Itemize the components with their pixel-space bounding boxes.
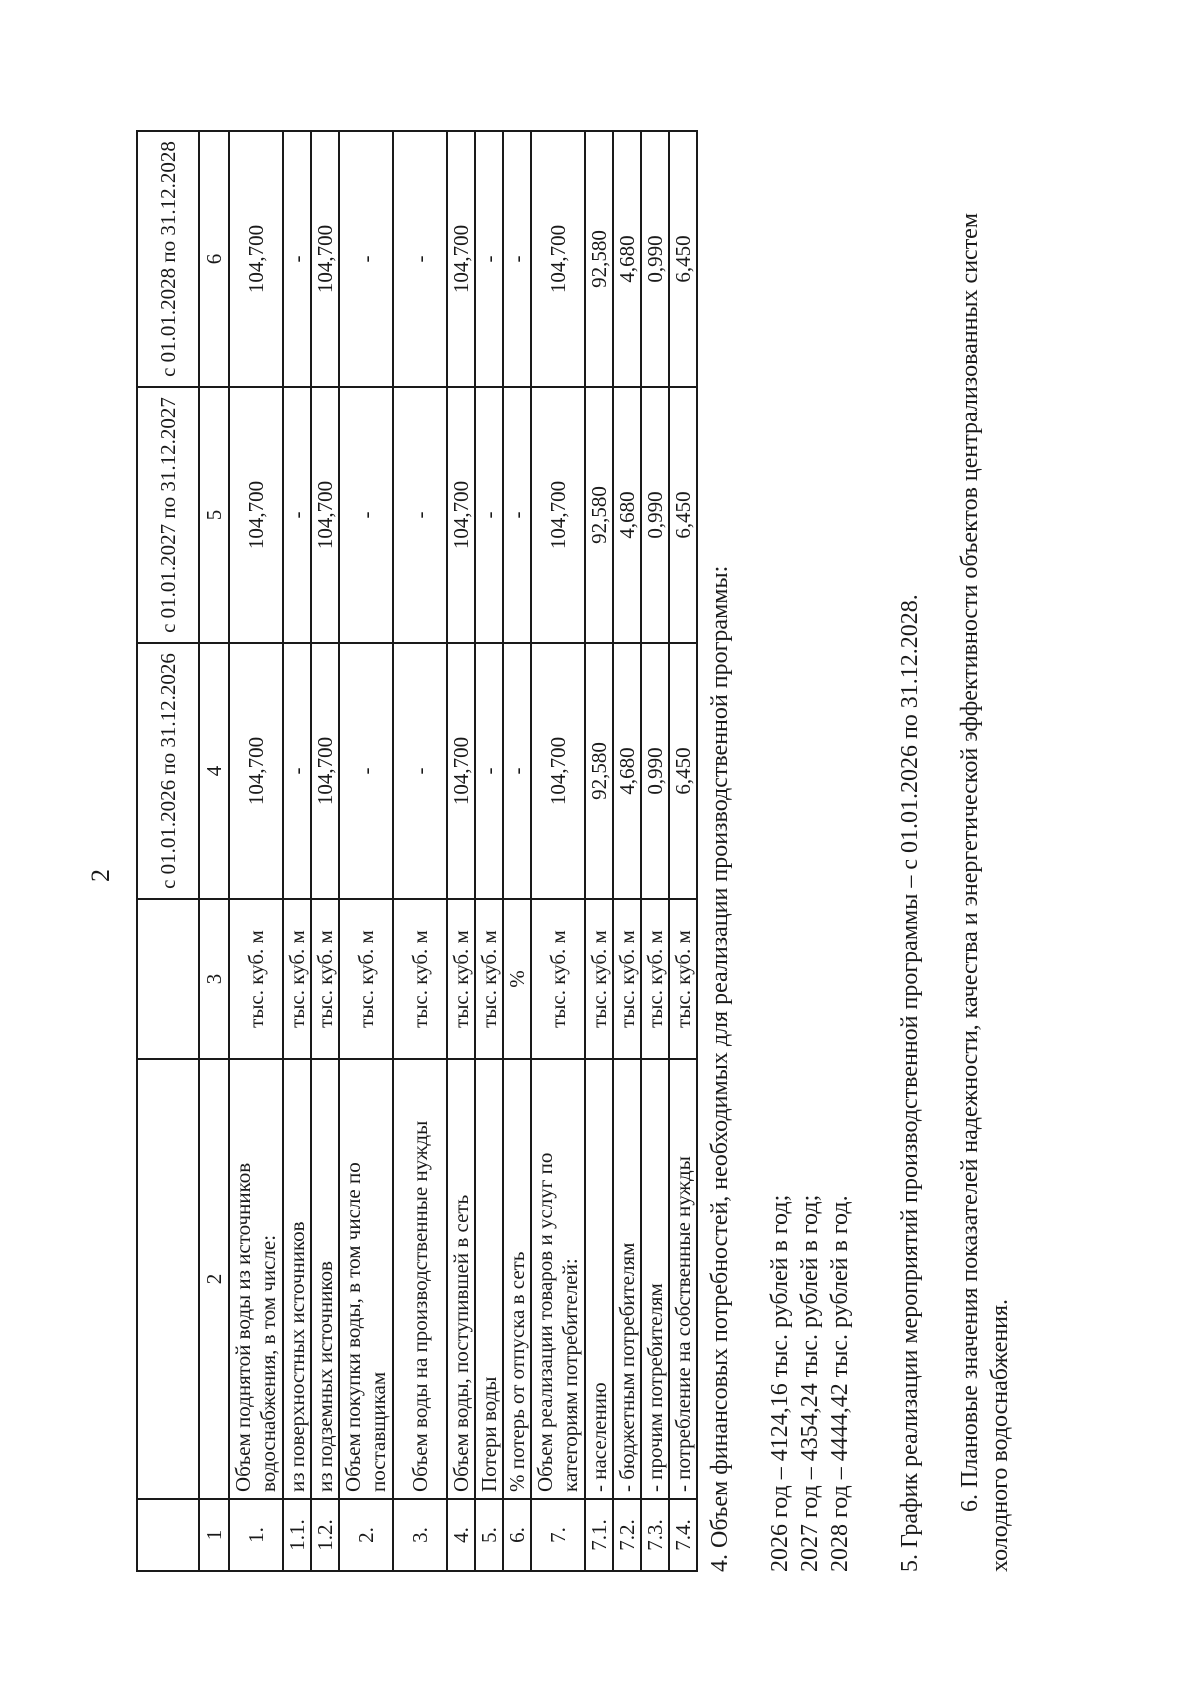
row-unit: тыс. куб. м (475, 899, 503, 1059)
period-2026-header: с 01.01.2026 по 31.12.2026 (137, 643, 199, 899)
row-value-2028: 104,700 (447, 131, 475, 387)
row-number: 1.1. (283, 1499, 311, 1571)
row-value-2027: 92,580 (585, 387, 613, 643)
table-row (475, 131, 503, 1571)
row-number: 1.2. (311, 1499, 339, 1571)
table-row (669, 131, 697, 1571)
row-indicator: - прочим потребителям (641, 1059, 669, 1499)
column-number: 5 (199, 387, 229, 643)
row-value-2028: 104,700 (531, 131, 585, 387)
row-unit: тыс. куб. м (531, 899, 585, 1059)
row-number: 6. (503, 1499, 531, 1571)
table-row (229, 131, 283, 1571)
row-indicator: - бюджетным потребителям (613, 1059, 641, 1499)
row-number: 4. (447, 1499, 475, 1571)
row-value-2028: 92,580 (585, 131, 613, 387)
financial-needs-2026: 2026 год – 4124,16 тыс. рублей в год; (767, 1194, 793, 1572)
row-value-2027: 6,450 (669, 387, 697, 643)
row-indicator: из поверхностных источников (283, 1059, 311, 1499)
row-unit: тыс. куб. м (311, 899, 339, 1059)
section-5-paragraph: 5. График реализации мероприятий производственной программы – с 01.01.2026 по 31.12.2028. (897, 594, 923, 1572)
row-value-2026: 104,700 (447, 643, 475, 899)
row-number: 7.2. (613, 1499, 641, 1571)
table-header-row (137, 131, 199, 1571)
row-value-2026: 92,580 (585, 643, 613, 899)
row-number: 2. (339, 1499, 393, 1571)
row-number: 7.1. (585, 1499, 613, 1571)
row-number: 7. (531, 1499, 585, 1571)
row-value-2028: 6,450 (669, 131, 697, 387)
row-value-2027: - (339, 387, 393, 643)
row-unit: тыс. куб. м (283, 899, 311, 1059)
row-indicator: % потерь от отпуска в сеть (503, 1059, 531, 1499)
row-number: 1. (229, 1499, 283, 1571)
row-value-2027: 104,700 (229, 387, 283, 643)
row-value-2027: 104,700 (311, 387, 339, 643)
row-indicator: Объем воды на производственные нужды (393, 1059, 447, 1499)
row-unit: тыс. куб. м (585, 899, 613, 1059)
row-value-2027: - (393, 387, 447, 643)
row-value-2026: - (339, 643, 393, 899)
row-value-2027: 104,700 (447, 387, 475, 643)
row-value-2026: 6,450 (669, 643, 697, 899)
row-indicator: Объем покупки воды, в том числе по поставщикам (339, 1059, 393, 1499)
row-value-2028: - (475, 131, 503, 387)
row-unit: тыс. куб. м (229, 899, 283, 1059)
page-number: 2 (86, 869, 115, 882)
table-row (641, 131, 669, 1571)
row-unit: % (503, 899, 531, 1059)
row-value-2027: 0,990 (641, 387, 669, 643)
table-row (311, 131, 339, 1571)
row-value-2028: 4,680 (613, 131, 641, 387)
table-row (585, 131, 613, 1571)
row-unit: тыс. куб. м (393, 899, 447, 1059)
row-value-2026: - (393, 643, 447, 899)
column-number: 6 (199, 131, 229, 387)
table-row (393, 131, 447, 1571)
production-program-table (136, 130, 698, 1572)
row-value-2026: 4,680 (613, 643, 641, 899)
row-value-2026: - (283, 643, 311, 899)
table-row (503, 131, 531, 1571)
column-number: 4 (199, 643, 229, 899)
row-unit: тыс. куб. м (669, 899, 697, 1059)
row-value-2026: - (503, 643, 531, 899)
row-value-2028: - (503, 131, 531, 387)
row-value-2028: - (283, 131, 311, 387)
row-value-2027: - (503, 387, 531, 643)
table-row (447, 131, 475, 1571)
row-value-2027: 4,680 (613, 387, 641, 643)
row-number: 3. (393, 1499, 447, 1571)
row-value-2027: - (475, 387, 503, 643)
row-indicator: - потребление на собственные нужды (669, 1059, 697, 1499)
table-row (339, 131, 393, 1571)
row-value-2026: 0,990 (641, 643, 669, 899)
period-2027-header: с 01.01.2027 по 31.12.2027 (137, 387, 199, 643)
column-number: 2 (199, 1059, 229, 1499)
row-value-2026: - (475, 643, 503, 899)
row-number: 7.4. (669, 1499, 697, 1571)
row-value-2026: 104,700 (229, 643, 283, 899)
row-value-2027: 104,700 (531, 387, 585, 643)
row-indicator: Объем реализации товаров и услуг по категориям потребителей: (531, 1059, 585, 1499)
column-number: 1 (199, 1499, 229, 1571)
row-number: 7.3. (641, 1499, 669, 1571)
table-row (531, 131, 585, 1571)
row-value-2028: 104,700 (311, 131, 339, 387)
row-value-2026: 104,700 (311, 643, 339, 899)
financial-needs-list (765, 1195, 855, 1572)
row-indicator: - населению (585, 1059, 613, 1499)
row-indicator: Потери воды (475, 1059, 503, 1499)
row-value-2028: - (339, 131, 393, 387)
table-row (283, 131, 311, 1571)
row-value-2028: 104,700 (229, 131, 283, 387)
table-row (613, 131, 641, 1571)
row-indicator: Объем воды, поступившей в сеть (447, 1059, 475, 1499)
column-number: 3 (199, 899, 229, 1059)
row-indicator: из подземных источников (311, 1059, 339, 1499)
row-value-2028: 0,990 (641, 131, 669, 387)
row-value-2026: 104,700 (531, 643, 585, 899)
row-indicator: Объем поднятой воды из источников водоснабжения, в том числе: (229, 1059, 283, 1499)
row-unit: тыс. куб. м (339, 899, 393, 1059)
row-value-2028: - (393, 131, 447, 387)
period-2028-header: с 01.01.2028 по 31.12.2028 (137, 131, 199, 387)
row-unit: тыс. куб. м (447, 899, 475, 1059)
row-unit: тыс. куб. м (641, 899, 669, 1059)
row-value-2027: - (283, 387, 311, 643)
section-4-heading: 4. Объем финансовых потребностей, необходимых для реализации производственной программы: (707, 565, 733, 1572)
financial-needs-2027: 2027 год – 4354,24 тыс. рублей в год; (797, 1194, 823, 1572)
column-number-row (199, 131, 229, 1571)
section-6-paragraph: 6. Плановые значения показателей надежности, качества и энергетической эффективности объектов централизованных систем холодного водоснабжения. (957, 212, 1013, 1572)
row-unit: тыс. куб. м (613, 899, 641, 1059)
row-number: 5. (475, 1499, 503, 1571)
financial-needs-2028: 2028 год – 4444,42 тыс. рублей в год. (827, 1195, 853, 1572)
